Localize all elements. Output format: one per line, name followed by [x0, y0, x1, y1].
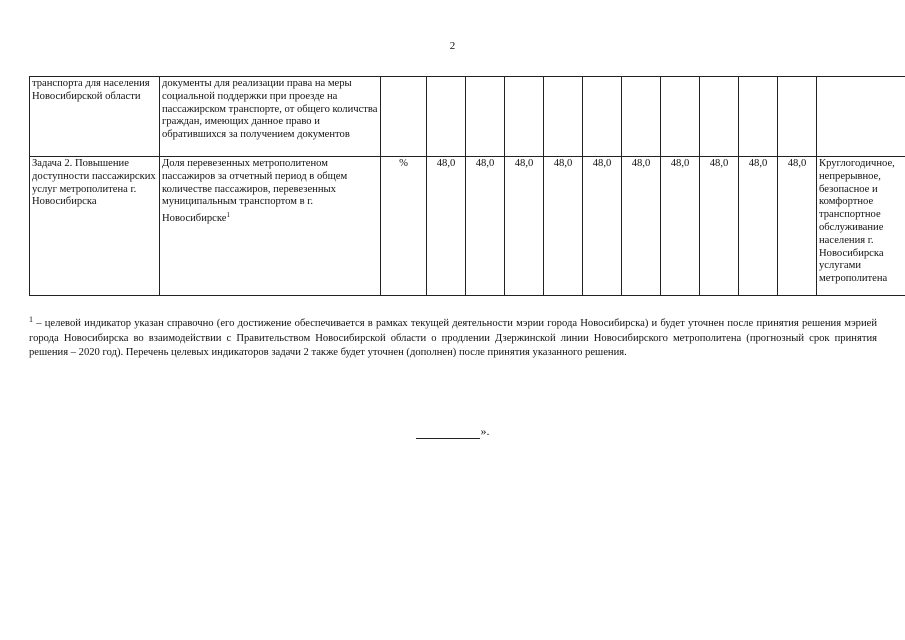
task-cell: транспорта для населения Новосибирской области — [30, 77, 160, 157]
unit-cell — [381, 77, 427, 157]
value-cell: 48,0 — [778, 157, 817, 296]
value-cell — [700, 77, 739, 157]
table-row — [30, 77, 905, 157]
indicator-cell: документы для реализации права на меры социальной поддержки при проезде на пассажирском транспорте, от общего количства граждан, имеющих данное право и обратившихся за получением документов — [160, 77, 381, 157]
unit-cell: % — [381, 157, 427, 296]
value-cell: 48,0 — [661, 157, 700, 296]
indicator-text: Доля перевезенных метрополитеном пассажиров за отчетный период в общем количестве пассажиров, перевезенных муниципальным транспортом в г. Новосибирске — [162, 158, 348, 225]
closing-suffix: ». — [480, 424, 490, 438]
footnote-reference: 1 — [226, 211, 230, 220]
value-cell — [661, 77, 700, 157]
value-cell: 48,0 — [544, 157, 583, 296]
value-cell — [505, 77, 544, 157]
value-cell — [778, 77, 817, 157]
task-cell: Задача 2. Повышение доступности пассажирских услуг метрополитена г. Новосибирска — [30, 157, 160, 296]
value-cell: 48,0 — [427, 157, 466, 296]
table-row — [30, 157, 905, 296]
value-cell: 48,0 — [739, 157, 778, 296]
value-cell: 48,0 — [622, 157, 661, 296]
value-cell: 48,0 — [466, 157, 505, 296]
value-cell: 48,0 — [583, 157, 622, 296]
footnote-marker: 1 — [29, 315, 33, 324]
closing-mark — [0, 424, 905, 439]
value-cell — [622, 77, 661, 157]
result-cell: Круглогодичное, непрерывное, безопасное и комфортное транспортное обслуживание населения г. Новосибирска услугами метрополитена — [817, 157, 905, 296]
signature-line — [416, 426, 480, 439]
value-cell — [466, 77, 505, 157]
footnote — [29, 313, 877, 361]
indicator-cell — [160, 157, 381, 296]
value-cell: 48,0 — [700, 157, 739, 296]
result-cell — [817, 77, 905, 157]
value-cell — [739, 77, 778, 157]
value-cell — [427, 77, 466, 157]
footnote-text: – целевой индикатор указан справочно (его достижение обеспечивается в рамках текущей деятельности мэрии города Новосибирска) и будет уточнен после принятия решения мэрией города Новосибирска во взаимодействии с Правительством Новосибирской области о продлении Дзержинской линии Новосибирского метрополитена (прогнозный срок принятия решения – 2020 год). Перечень целевых индикаторов задачи 2 также будет уточнен (дополнен) после принятия указанного решения. — [29, 318, 877, 358]
value-cell — [583, 77, 622, 157]
indicators-table — [29, 76, 905, 296]
value-cell: 48,0 — [505, 157, 544, 296]
page-number: 2 — [449, 40, 456, 52]
value-cell — [544, 77, 583, 157]
